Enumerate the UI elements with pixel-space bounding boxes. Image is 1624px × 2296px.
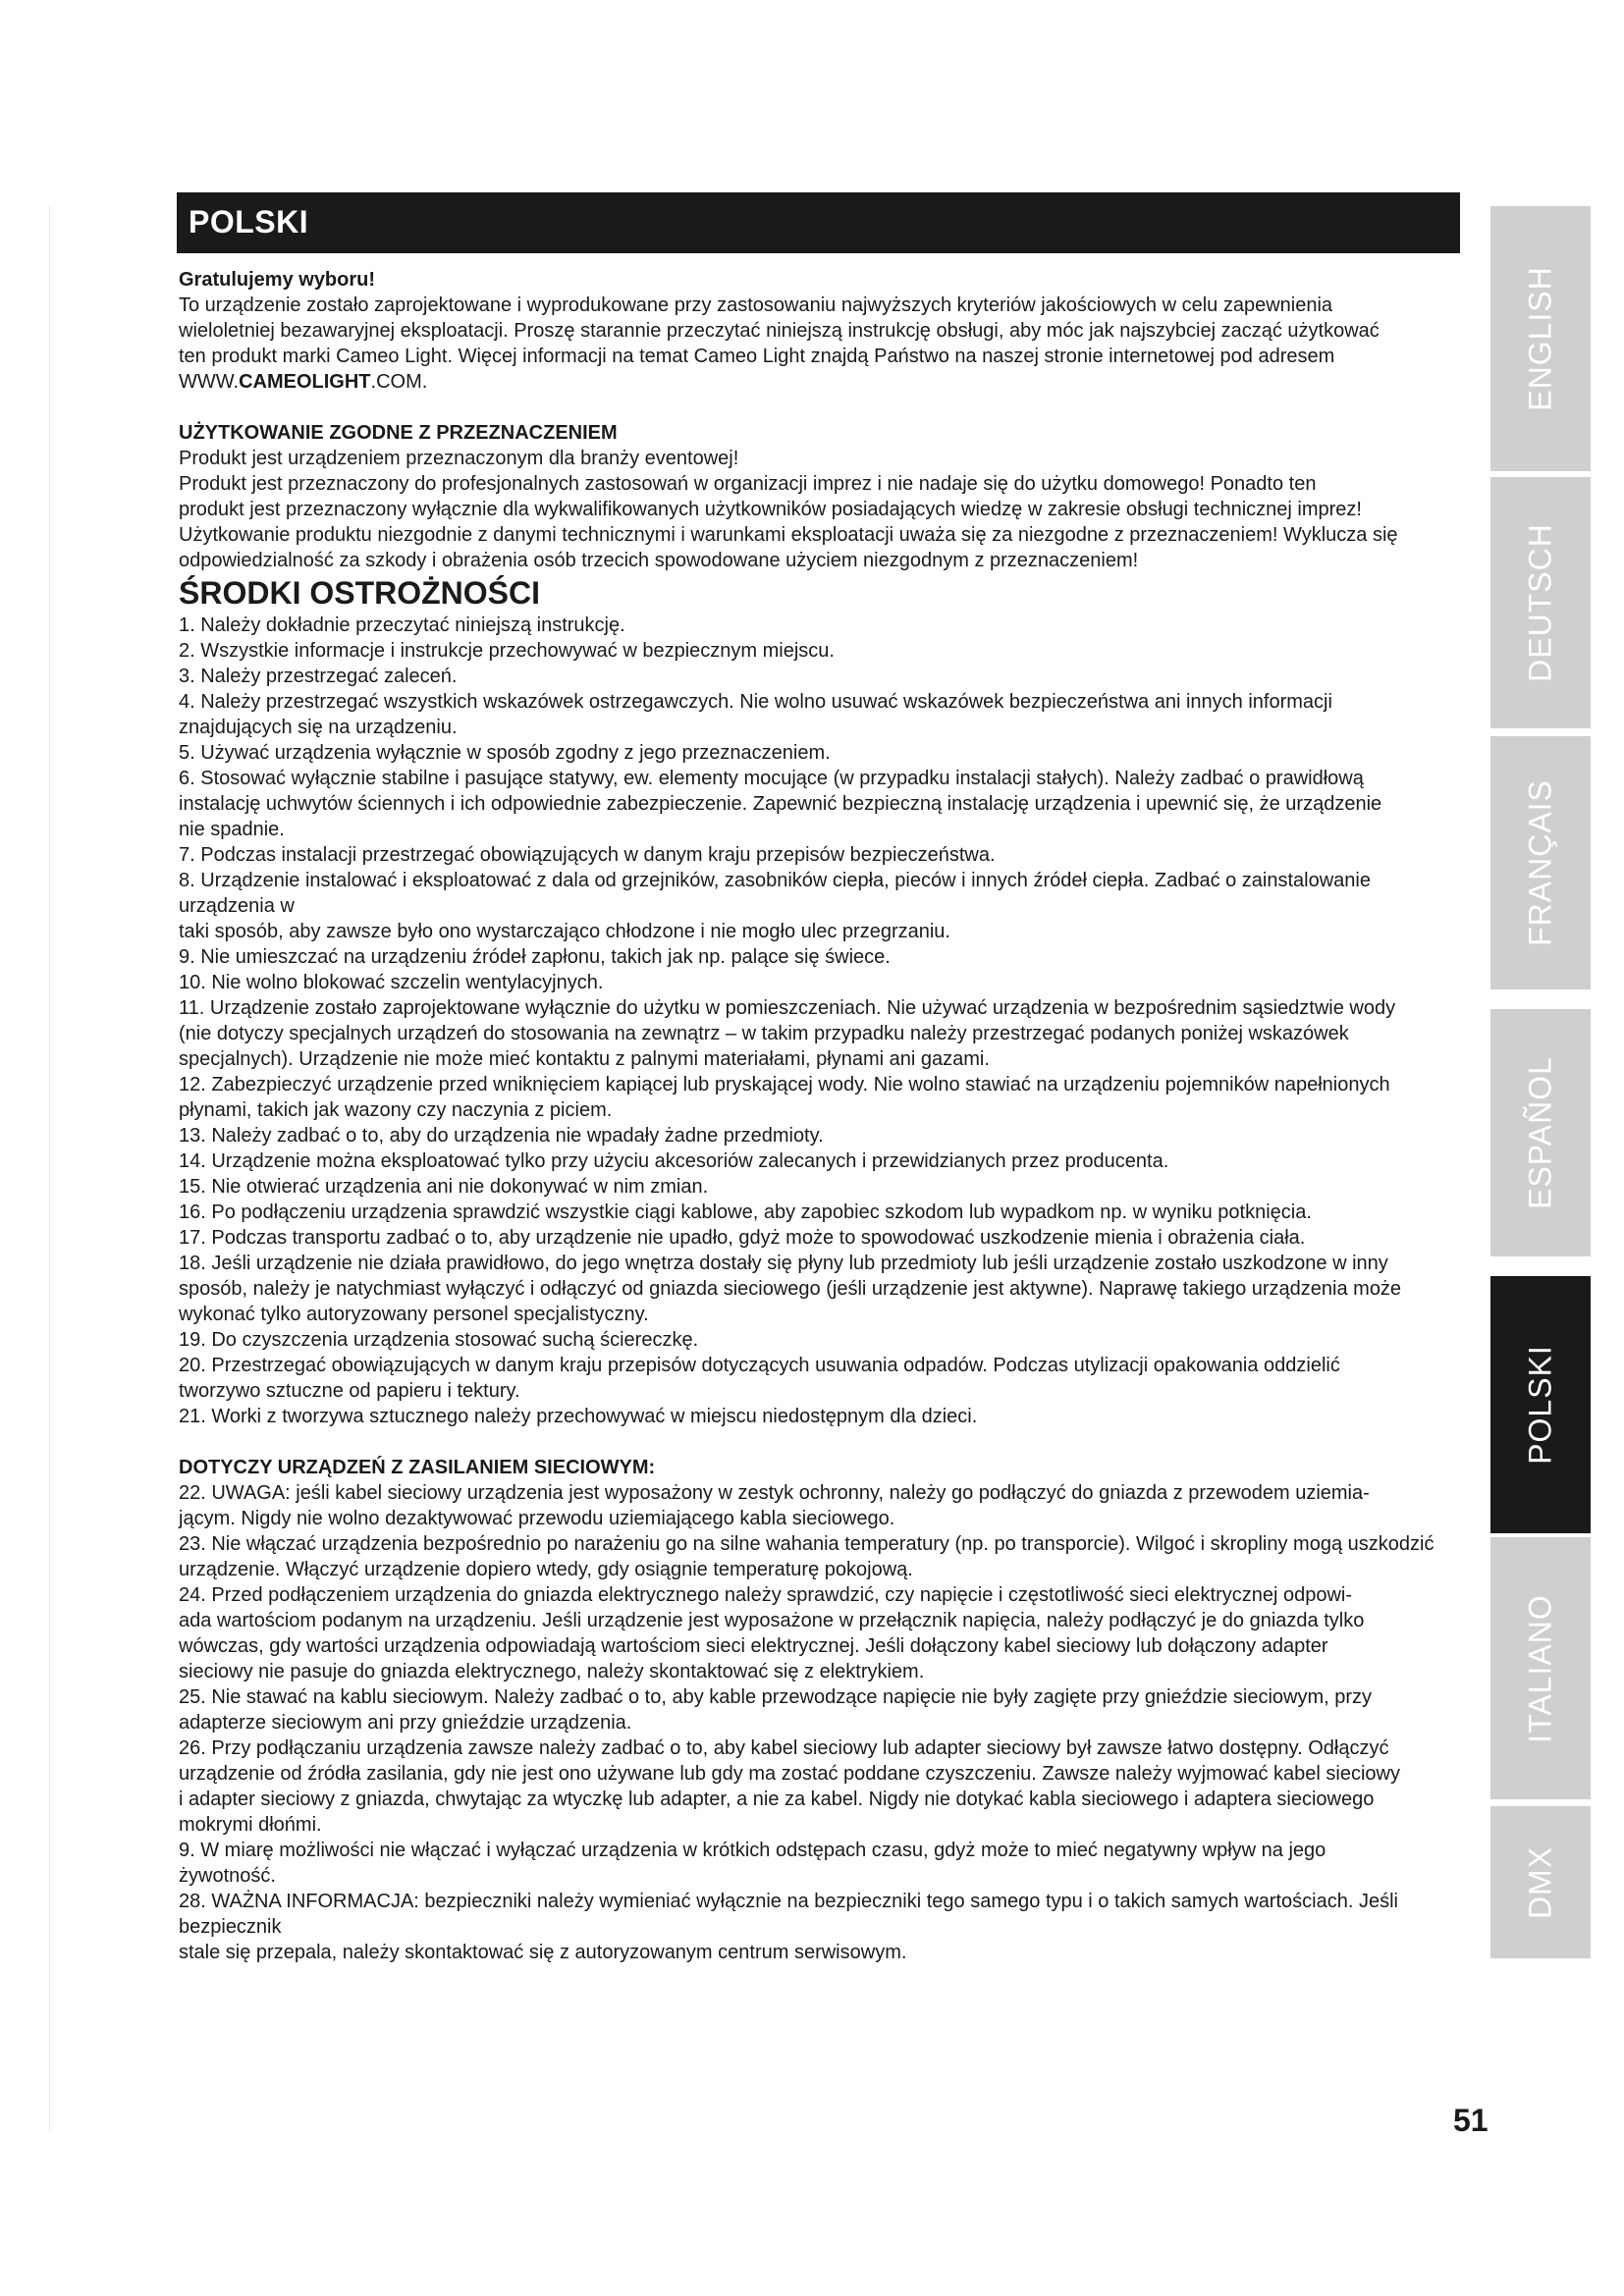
text-line: 19. Do czyszczenia urządzenia stosować suchą ściereczkę. bbox=[179, 1329, 699, 1351]
text-line: żywotność. bbox=[179, 1865, 276, 1887]
text-line: specjalnych). Urządzenie nie może mieć kontaktu z palnymi materiałami, płynami ani gazami. bbox=[179, 1048, 990, 1070]
section-title: POLSKI bbox=[189, 204, 309, 240]
text-line: nie spadnie. bbox=[179, 819, 285, 840]
tab-label: DMX bbox=[1522, 1845, 1558, 1919]
text-line: wówczas, gdy wartości urządzenia odpowiadają wartościom sieci elektrycznej. Jeśli dołączony kabel sieciowy lub dołączony adapter bbox=[179, 1635, 1328, 1657]
tab-francais[interactable] bbox=[1490, 736, 1591, 989]
tab-label: ENGLISH bbox=[1522, 266, 1558, 411]
text-line: sposób, należy je natychmiast wyłączyć i odłączyć od gniazda sieciowego (jeśli urządzenie jest aktywne). Naprawę takiego urządzenia może bbox=[179, 1278, 1402, 1300]
text-line: 28. WAŻNA INFORMACJA: bezpieczniki należy wymieniać wyłącznie na bezpieczniki tego samego typu i o takich samych wartościach. Jeśli bezpiecznik bbox=[179, 1891, 1398, 1938]
text-line: tworzywo sztuczne od papieru i tektury. bbox=[179, 1380, 520, 1402]
text-line: instalację uchwytów ściennych i ich odpowiednie zabezpieczenie. Zapewnić bezpieczną instalację urządzenia i upewnić się, że urządzenie bbox=[179, 793, 1382, 815]
tab-label: DEUTSCH bbox=[1522, 523, 1558, 682]
text-line: 11. Urządzenie zostało zaprojektowane wyłącznie do użytku w pomieszczeniach. Nie używać urządzenia w bezpośrednim sąsiedztwie wody bbox=[179, 997, 1396, 1019]
url-brand: CAMEOLIGHT bbox=[239, 371, 371, 393]
mains-lines bbox=[179, 1480, 1460, 1965]
text-line: sieciowy nie pasuje do gniazda elektrycznego, należy skontaktować się z elektrykiem. bbox=[179, 1661, 925, 1682]
tab-italiano[interactable] bbox=[1490, 1537, 1591, 1799]
text-line: 6. Stosować wyłącznie stabilne i pasujące statywy, ew. elementy mocujące (w przypadku instalacji stałych). Należy zadbać o prawidłową bbox=[179, 768, 1364, 789]
text-line: adapterze sieciowym ani przy gnieździe urządzenia. bbox=[179, 1712, 632, 1734]
tab-label: POLSKI bbox=[1522, 1345, 1558, 1465]
text-line: wykonać tylko autoryzowany personel specjalistyczny. bbox=[179, 1304, 649, 1325]
text-line: Produkt jest urządzeniem przeznaczonym dla branży eventowej! bbox=[179, 448, 739, 469]
intro-line: ten produkt marki Cameo Light. Więcej informacji na temat Cameo Light znajdą Państwo na naszej stronie internetowej pod adresem bbox=[179, 346, 1335, 367]
text-line: 4. Należy przestrzegać wszystkich wskazówek ostrzegawczych. Nie wolno usuwać wskazówek bezpieczeństwa ani innych informacji bbox=[179, 691, 1332, 713]
text-line: płynami, takich jak wazony czy naczynia z piciem. bbox=[179, 1099, 613, 1121]
intro-url-line bbox=[179, 369, 1460, 395]
text-line: 22. UWAGA: jeśli kabel sieciowy urządzenia jest wyposażony w zestyk ochronny, należy go podłączyć do gniazda z przewodem uziemia- bbox=[179, 1482, 1370, 1504]
text-line: 14. Urządzenie można eksploatować tylko przy użyciu akcesoriów zalecanych i przewidzianych przez producenta. bbox=[179, 1150, 1169, 1172]
text-line: 10. Nie wolno blokować szczelin wentylacyjnych. bbox=[179, 972, 604, 993]
text-line: 20. Przestrzegać obowiązujących w danym kraju przepisów dotyczących usuwania odpadów. Podczas utylizacji opakowania oddzielić bbox=[179, 1355, 1340, 1376]
text-line: 13. Należy zadbać o to, aby do urządzenia nie wpadały żadne przedmioty. bbox=[179, 1125, 824, 1147]
intended-use-lines bbox=[179, 446, 1460, 573]
tab-espanol[interactable] bbox=[1490, 1009, 1591, 1256]
text-line: 21. Worki z tworzywa sztucznego należy przechowywać w miejscu niedostępnym dla dzieci. bbox=[179, 1406, 978, 1427]
text-line: Produkt jest przeznaczony do profesjonalnych zastosowań w organizacji imprez i nie nadaje się do użytku domowego! Ponadto ten bbox=[179, 473, 1317, 495]
text-line: 26. Przy podłączaniu urządzenia zawsze należy zadbać o to, aby kabel sieciowy lub adapter sieciowy był zawsze łatwo dostępny. Odłączyć bbox=[179, 1737, 1389, 1759]
precautions-lines bbox=[179, 613, 1460, 1429]
text-line: 7. Podczas instalacji przestrzegać obowiązujących w danym kraju przepisów bezpieczeństwa. bbox=[179, 844, 996, 866]
text-line: stale się przepala, należy skontaktować się z autoryzowanym centrum serwisowym. bbox=[179, 1942, 907, 1963]
intro-heading: Gratulujemy wyboru! bbox=[179, 269, 376, 291]
text-line: 17. Podczas transportu zadbać o to, aby urządzenie nie upadło, gdyż może to spowodować uszkodzenie mienia i obrażenia ciała. bbox=[179, 1227, 1306, 1249]
precautions-heading: ŚRODKI OSTROŻNOŚCI bbox=[179, 575, 541, 611]
text-line: taki sposób, aby zawsze było ono wystarczająco chłodzone i nie mogło ulec przegrzaniu. bbox=[179, 921, 950, 942]
text-line: 1. Należy dokładnie przeczytać niniejszą instrukcję. bbox=[179, 614, 625, 636]
page-number: 51 bbox=[1453, 2103, 1489, 2138]
text-line: 8. Urządzenie instalować i eksploatować z dala od grzejników, zasobników ciepła, pieców i innych źródeł ciepła. Zadbać o zainstalowanie urządzenia w bbox=[179, 870, 1371, 917]
tab-deutsch[interactable] bbox=[1490, 477, 1591, 728]
intro-section bbox=[179, 267, 1460, 395]
text-line: 23. Nie włączać urządzenia bezpośrednio po narażeniu go na silne wahania temperatury (np. po transporcie). Wilgoć i skropliny mogą uszkodzić bbox=[179, 1533, 1435, 1555]
text-line: odpowiedzialność za szkody i obrażenia osób trzecich spowodowane użyciem niezgodnym z przeznaczeniem! bbox=[179, 550, 1139, 571]
tab-polski[interactable] bbox=[1490, 1276, 1591, 1533]
crop-line bbox=[49, 206, 50, 2130]
precautions-section bbox=[179, 573, 1460, 1429]
tab-dmx[interactable] bbox=[1490, 1806, 1591, 1958]
url-suffix: .COM. bbox=[370, 371, 428, 393]
text-line: 9. W miarę możliwości nie włączać i wyłączać urządzenia w krótkich odstępach czasu, gdyż może to mieć negatywny wpływ na jego bbox=[179, 1840, 1326, 1861]
mains-section bbox=[179, 1455, 1460, 1965]
text-line: mokrymi dłońmi. bbox=[179, 1814, 322, 1836]
text-line: (nie dotyczy specjalnych urządzeń do stosowania na zewnątrz – w takim przypadku należy przestrzegać podanych poniżej wskazówek bbox=[179, 1023, 1349, 1044]
intended-use-heading: UŻYTKOWANIE ZGODNE Z PRZEZNACZENIEM bbox=[179, 422, 618, 444]
text-line: znajdujących się na urządzeniu. bbox=[179, 717, 458, 738]
text-line: ada wartościom podanym na urządzeniu. Jeśli urządzenie jest wyposażone w przełącznik napięcia, należy podłączyć je do gniazda tylko bbox=[179, 1610, 1365, 1631]
tab-label: FRANÇAIS bbox=[1522, 779, 1558, 946]
text-line: 2. Wszystkie informacje i instrukcje przechowywać w bezpiecznym miejscu. bbox=[179, 640, 835, 662]
intro-line: wieloletniej bezawaryjnej eksploatacji. Proszę starannie przeczytać niniejszą instrukcję obsługi, aby móc jak najszybciej zacząć użytkować bbox=[179, 320, 1380, 342]
main-content bbox=[179, 267, 1460, 1965]
text-line: 16. Po podłączeniu urządzenia sprawdzić wszystkie ciągi kablowe, aby zapobiec szkodom lub wypadkom np. w wyniku potknięcia. bbox=[179, 1201, 1312, 1223]
text-line: Użytkowanie produktu niezgodnie z danymi technicznymi i warunkami eksploatacji uważa się za niezgodne z przeznaczeniem! Wyklucza się bbox=[179, 524, 1398, 546]
text-line: 18. Jeśli urządzenie nie działa prawidłowo, do jego wnętrza dostały się płyny lub przedmioty lub jeśli urządzenie zostało uszkodzone w inny bbox=[179, 1253, 1388, 1274]
text-line: jącym. Nigdy nie wolno dezaktywować przewodu uziemiającego kabla sieciowego. bbox=[179, 1508, 895, 1529]
text-line: 5. Używać urządzenia wyłącznie w sposób zgodny z jego przeznaczeniem. bbox=[179, 742, 831, 764]
text-line: 15. Nie otwierać urządzenia ani nie dokonywać w nim zmian. bbox=[179, 1176, 709, 1198]
text-line: 24. Przed podłączeniem urządzenia do gniazda elektrycznego należy sprawdzić, czy napięcie i częstotliwość sieci elektrycznej odpowi- bbox=[179, 1584, 1353, 1606]
text-line: i adapter sieciowy z gniazda, chwytając za wtyczkę lub adapter, a nie za kabel. Nigdy nie dotykać kabla sieciowego i adaptera sieciowego bbox=[179, 1789, 1375, 1810]
intended-use-section bbox=[179, 420, 1460, 573]
intro-line: To urządzenie zostało zaprojektowane i wyprodukowane przy zastosowaniu najwyższych kryteriów jakościowych w celu zapewnienia bbox=[179, 294, 1333, 316]
text-line: 9. Nie umieszczać na urządzeniu źródeł zapłonu, takich jak np. palące się świece. bbox=[179, 946, 891, 968]
text-line: 12. Zabezpieczyć urządzenie przed wniknięciem kapiącej lub pryskającej wody. Nie wolno stawiać na urządzeniu pojemników napełnionych bbox=[179, 1074, 1390, 1095]
text-line: urządzenie od źródła zasilania, gdy nie jest ono używane lub gdy ma zostać poddane czyszczeniu. Zawsze należy wyjmować kabel sieciowy bbox=[179, 1763, 1400, 1785]
tab-label: ITALIANO bbox=[1522, 1593, 1558, 1743]
text-line: urządzenie. Włączyć urządzenie dopiero wtedy, gdy osiągnie temperaturę pokojową. bbox=[179, 1559, 913, 1580]
text-line: produkt jest przeznaczony wyłącznie dla wykwalifikowanych użytkowników posiadających wiedzę w zakresie obsługi technicznej imprez! bbox=[179, 499, 1362, 520]
url-prefix: WWW. bbox=[179, 371, 240, 393]
tab-label: ESPAÑOL bbox=[1522, 1056, 1558, 1209]
tab-english[interactable] bbox=[1490, 206, 1591, 471]
mains-heading: DOTYCZY URZĄDZEŃ Z ZASILANIEM SIECIOWYM: bbox=[179, 1457, 656, 1478]
text-line: 25. Nie stawać na kablu sieciowym. Należy zadbać o to, aby kable przewodzące napięcie nie były zagięte przy gnieździe sieciowym, przy bbox=[179, 1686, 1373, 1708]
section-header-bar bbox=[177, 192, 1460, 253]
text-line: 3. Należy przestrzegać zaleceń. bbox=[179, 666, 458, 687]
